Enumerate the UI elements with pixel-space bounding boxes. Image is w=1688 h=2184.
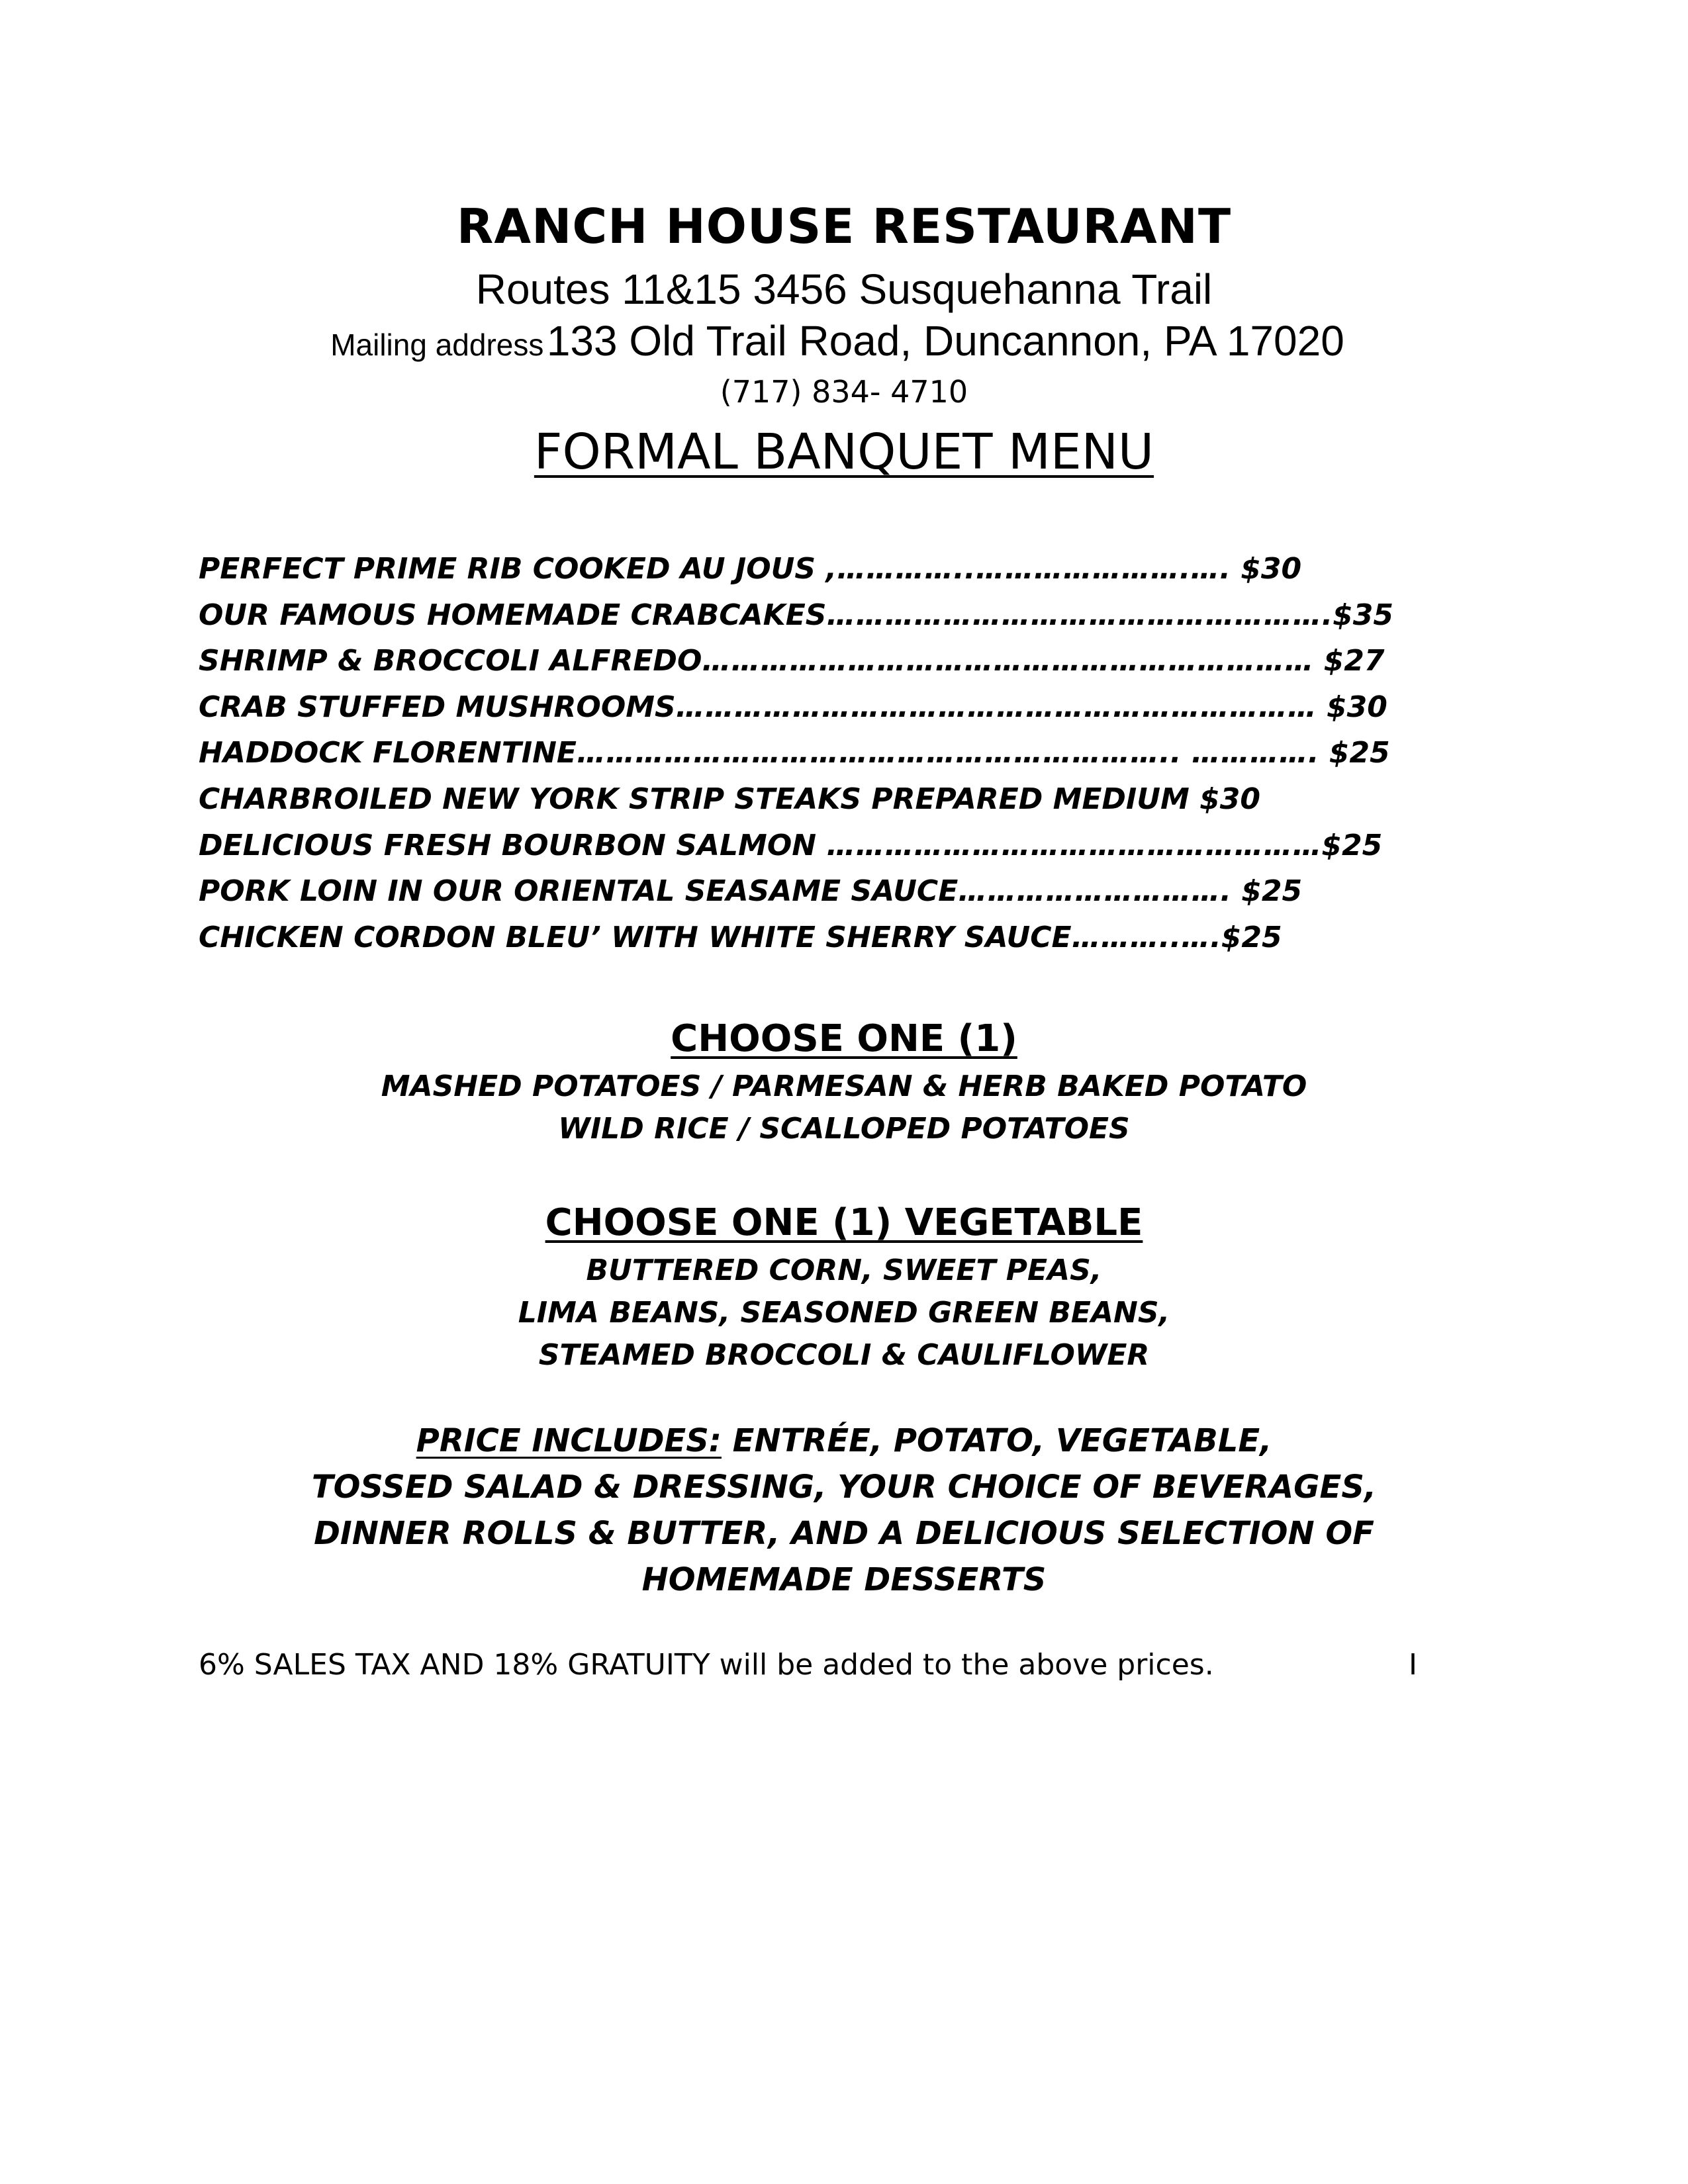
vegetable-option-line: BUTTERED CORN, SWEET PEAS, bbox=[586, 1253, 1102, 1287]
potato-heading: CHOOSE ONE (1) bbox=[671, 1017, 1017, 1060]
tax-gratuity-note: 6% SALES TAX AND 18% GRATUITY will be added to the above prices. bbox=[199, 1648, 1214, 1682]
price-includes-label: PRICE INCLUDES: bbox=[416, 1422, 722, 1459]
potato-section bbox=[132, 1013, 1556, 1150]
entree-item: CHARBROILED NEW YORK STRIP STEAKS PREPARED MEDIUM $30 bbox=[199, 782, 1260, 816]
includes-line: DINNER ROLLS & BUTTER, AND A DELICIOUS SELECTION OF bbox=[314, 1515, 1374, 1552]
potato-option-line: WILD RICE / SCALLOPED POTATOES bbox=[558, 1112, 1130, 1146]
includes-line: HOMEMADE DESSERTS bbox=[641, 1561, 1047, 1598]
mailing-label: Mailing address bbox=[330, 328, 544, 362]
menu-title-wrapper bbox=[66, 424, 1622, 480]
entree-item: PERFECT PRIME RIB COOKED AU JOUS ,…………..………………….…. $30 bbox=[199, 552, 1302, 586]
price-includes-section bbox=[132, 1418, 1556, 1603]
includes-text: ENTRÉE, POTATO, VEGETABLE, bbox=[721, 1422, 1272, 1459]
mailing-address-line bbox=[60, 316, 1615, 365]
entree-item: CHICKEN CORDON BLEU’ WITH WHITE SHERRY SAUCE………..….$25 bbox=[199, 920, 1282, 954]
mailing-address: 133 Old Trail Road, Duncannon, PA 17020 bbox=[546, 317, 1344, 365]
vegetable-heading: CHOOSE ONE (1) VEGETABLE bbox=[545, 1201, 1143, 1244]
entree-list bbox=[199, 546, 1394, 960]
menu-title: FORMAL BANQUET MENU bbox=[534, 424, 1154, 480]
vegetable-option-line: LIMA BEANS, SEASONED GREEN BEANS, bbox=[518, 1296, 1170, 1330]
vegetable-section bbox=[132, 1197, 1556, 1377]
restaurant-name: RANCH HOUSE RESTAURANT bbox=[456, 199, 1232, 254]
entree-item: DELICIOUS FRESH BOURBON SALMON ……………………………………………$25 bbox=[199, 828, 1383, 862]
vegetable-option-line: STEAMED BROCCOLI & CAULIFLOWER bbox=[538, 1338, 1150, 1372]
entree-item: OUR FAMOUS HOMEMADE CRABCAKES…………………………………………….$35 bbox=[199, 598, 1394, 632]
entree-item: HADDOCK FLORENTINE…………………………………………………….. …………. $25 bbox=[199, 736, 1390, 770]
potato-option-line: MASHED POTATOES / PARMESAN & HERB BAKED POTATO bbox=[381, 1069, 1307, 1103]
entree-item: CRAB STUFFED MUSHROOMS………………………………………………………… $30 bbox=[199, 690, 1387, 724]
routes-address: Routes 11&15 3456 Susquehanna Trail bbox=[475, 265, 1213, 313]
includes-line bbox=[132, 1418, 1556, 1464]
entree-item: SHRIMP & BROCCOLI ALFREDO……………………………………………………… $27 bbox=[199, 644, 1385, 678]
includes-line: TOSSED SALAD & DRESSING, YOUR CHOICE OF BEVERAGES, bbox=[311, 1469, 1377, 1506]
phone-number: (717) 834- 4710 bbox=[720, 374, 968, 410]
text-cursor-mark: I bbox=[1409, 1648, 1417, 1682]
entree-item: PORK LOIN IN OUR ORIENTAL SEASAME SAUCE………………………. $25 bbox=[199, 874, 1303, 909]
